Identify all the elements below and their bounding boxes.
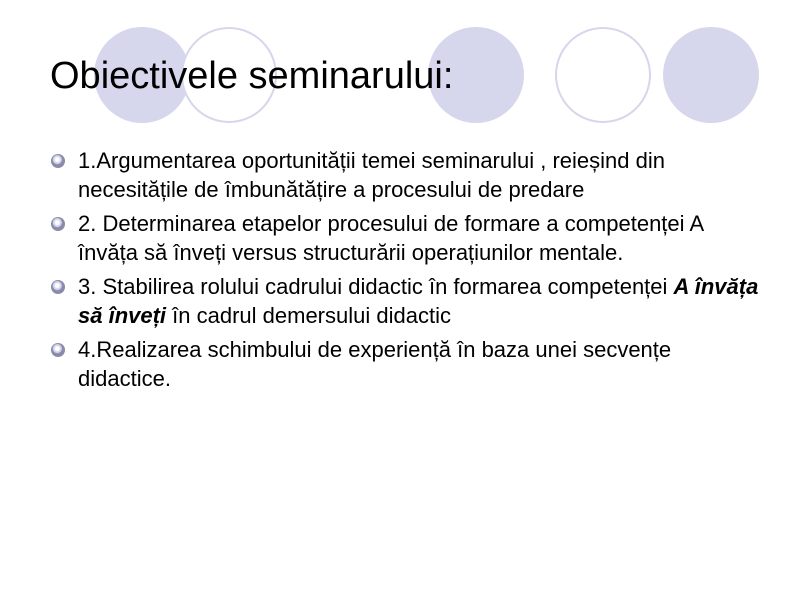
bullet-icon xyxy=(51,154,65,168)
objective-text: 1.Argumentarea oportunității temei seminarului , reieșind din necesitățile de îmbunătățire a procesului de predare xyxy=(78,148,665,202)
objective-text: 2. Determinarea etapelor procesului de formare a competenței A învăța să înveți versus structurării operațiunilor mentale. xyxy=(78,211,703,265)
bullet-icon xyxy=(51,343,65,357)
decorative-circle-outline xyxy=(555,27,651,123)
objective-item-3 xyxy=(50,272,760,330)
objective-text: 4.Realizarea schimbului de experiență în baza unei secvențe didactice. xyxy=(78,337,672,391)
slide-title: Obiectivele seminarului: xyxy=(50,55,454,97)
objective-text-end: în cadrul demersului didactic xyxy=(166,303,451,328)
bullet-icon xyxy=(51,217,65,231)
decorative-circle-filled xyxy=(663,27,759,123)
objectives-list xyxy=(50,146,760,398)
objective-item-1 xyxy=(50,146,760,204)
bullet-icon xyxy=(51,280,65,294)
objective-text-start: 3. Stabilirea rolului cadrului didactic în formarea competenței xyxy=(78,274,674,299)
objective-item-2 xyxy=(50,209,760,267)
objective-emphasis: A învăța să înveți xyxy=(78,274,759,328)
objective-item-4 xyxy=(50,335,760,393)
